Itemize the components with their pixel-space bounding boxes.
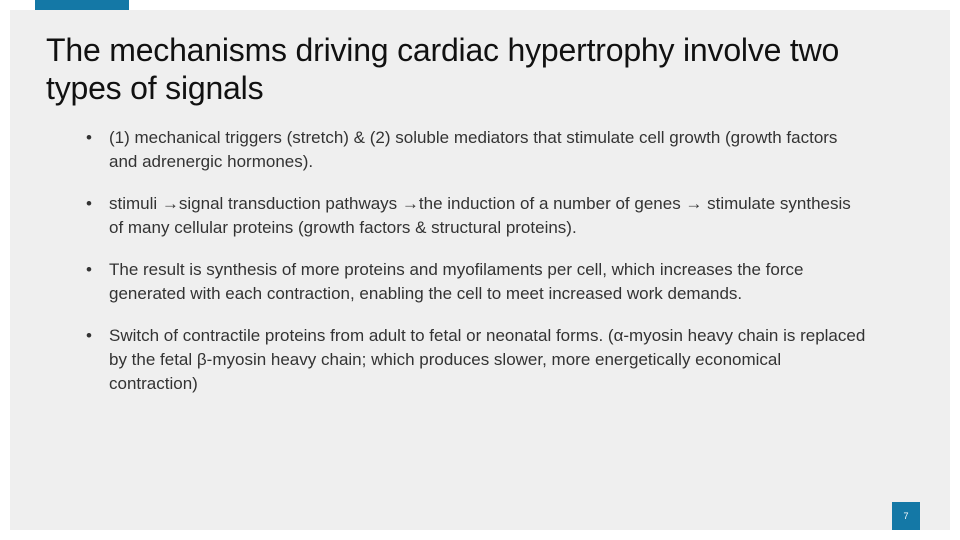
bullet-text-1: (1) mechanical triggers (stretch) & (2) soluble mediators that stimulate cell growth (growth factors and adrenergic hormones). bbox=[109, 128, 838, 171]
bullet-text-3: The result is synthesis of more proteins and myofilaments per cell, which increases the force generated with each contraction, enabling the cell to meet increased work demands. bbox=[109, 260, 804, 303]
page-number-badge: 7 bbox=[892, 502, 920, 530]
bullet-marker: • bbox=[86, 128, 92, 147]
bullet-text-4: Switch of contractile proteins from adult to fetal or neonatal forms. (α-myosin heavy chain is replaced by the fetal β-myosin heavy chain; which produces slower, more energetically economical contraction) bbox=[109, 326, 866, 393]
bullet-marker: • bbox=[86, 194, 92, 213]
bullet-marker: • bbox=[86, 260, 92, 279]
bullet-item-2 bbox=[86, 192, 866, 240]
bullet-marker: • bbox=[86, 326, 92, 345]
slide-title: The mechanisms driving cardiac hypertrophy involve two types of signals bbox=[46, 32, 840, 106]
bullet-list bbox=[86, 126, 866, 414]
bullet-item-4 bbox=[86, 324, 866, 396]
bullet-text-2: stimuli →signal transduction pathways →the induction of a number of genes → stimulate synthesis of many cellular proteins (growth factors & structural proteins). bbox=[109, 194, 851, 237]
page-badge-base bbox=[892, 530, 920, 540]
bullet-item-1 bbox=[86, 126, 866, 174]
bullet-item-3 bbox=[86, 258, 866, 306]
top-accent-bar bbox=[35, 0, 129, 10]
